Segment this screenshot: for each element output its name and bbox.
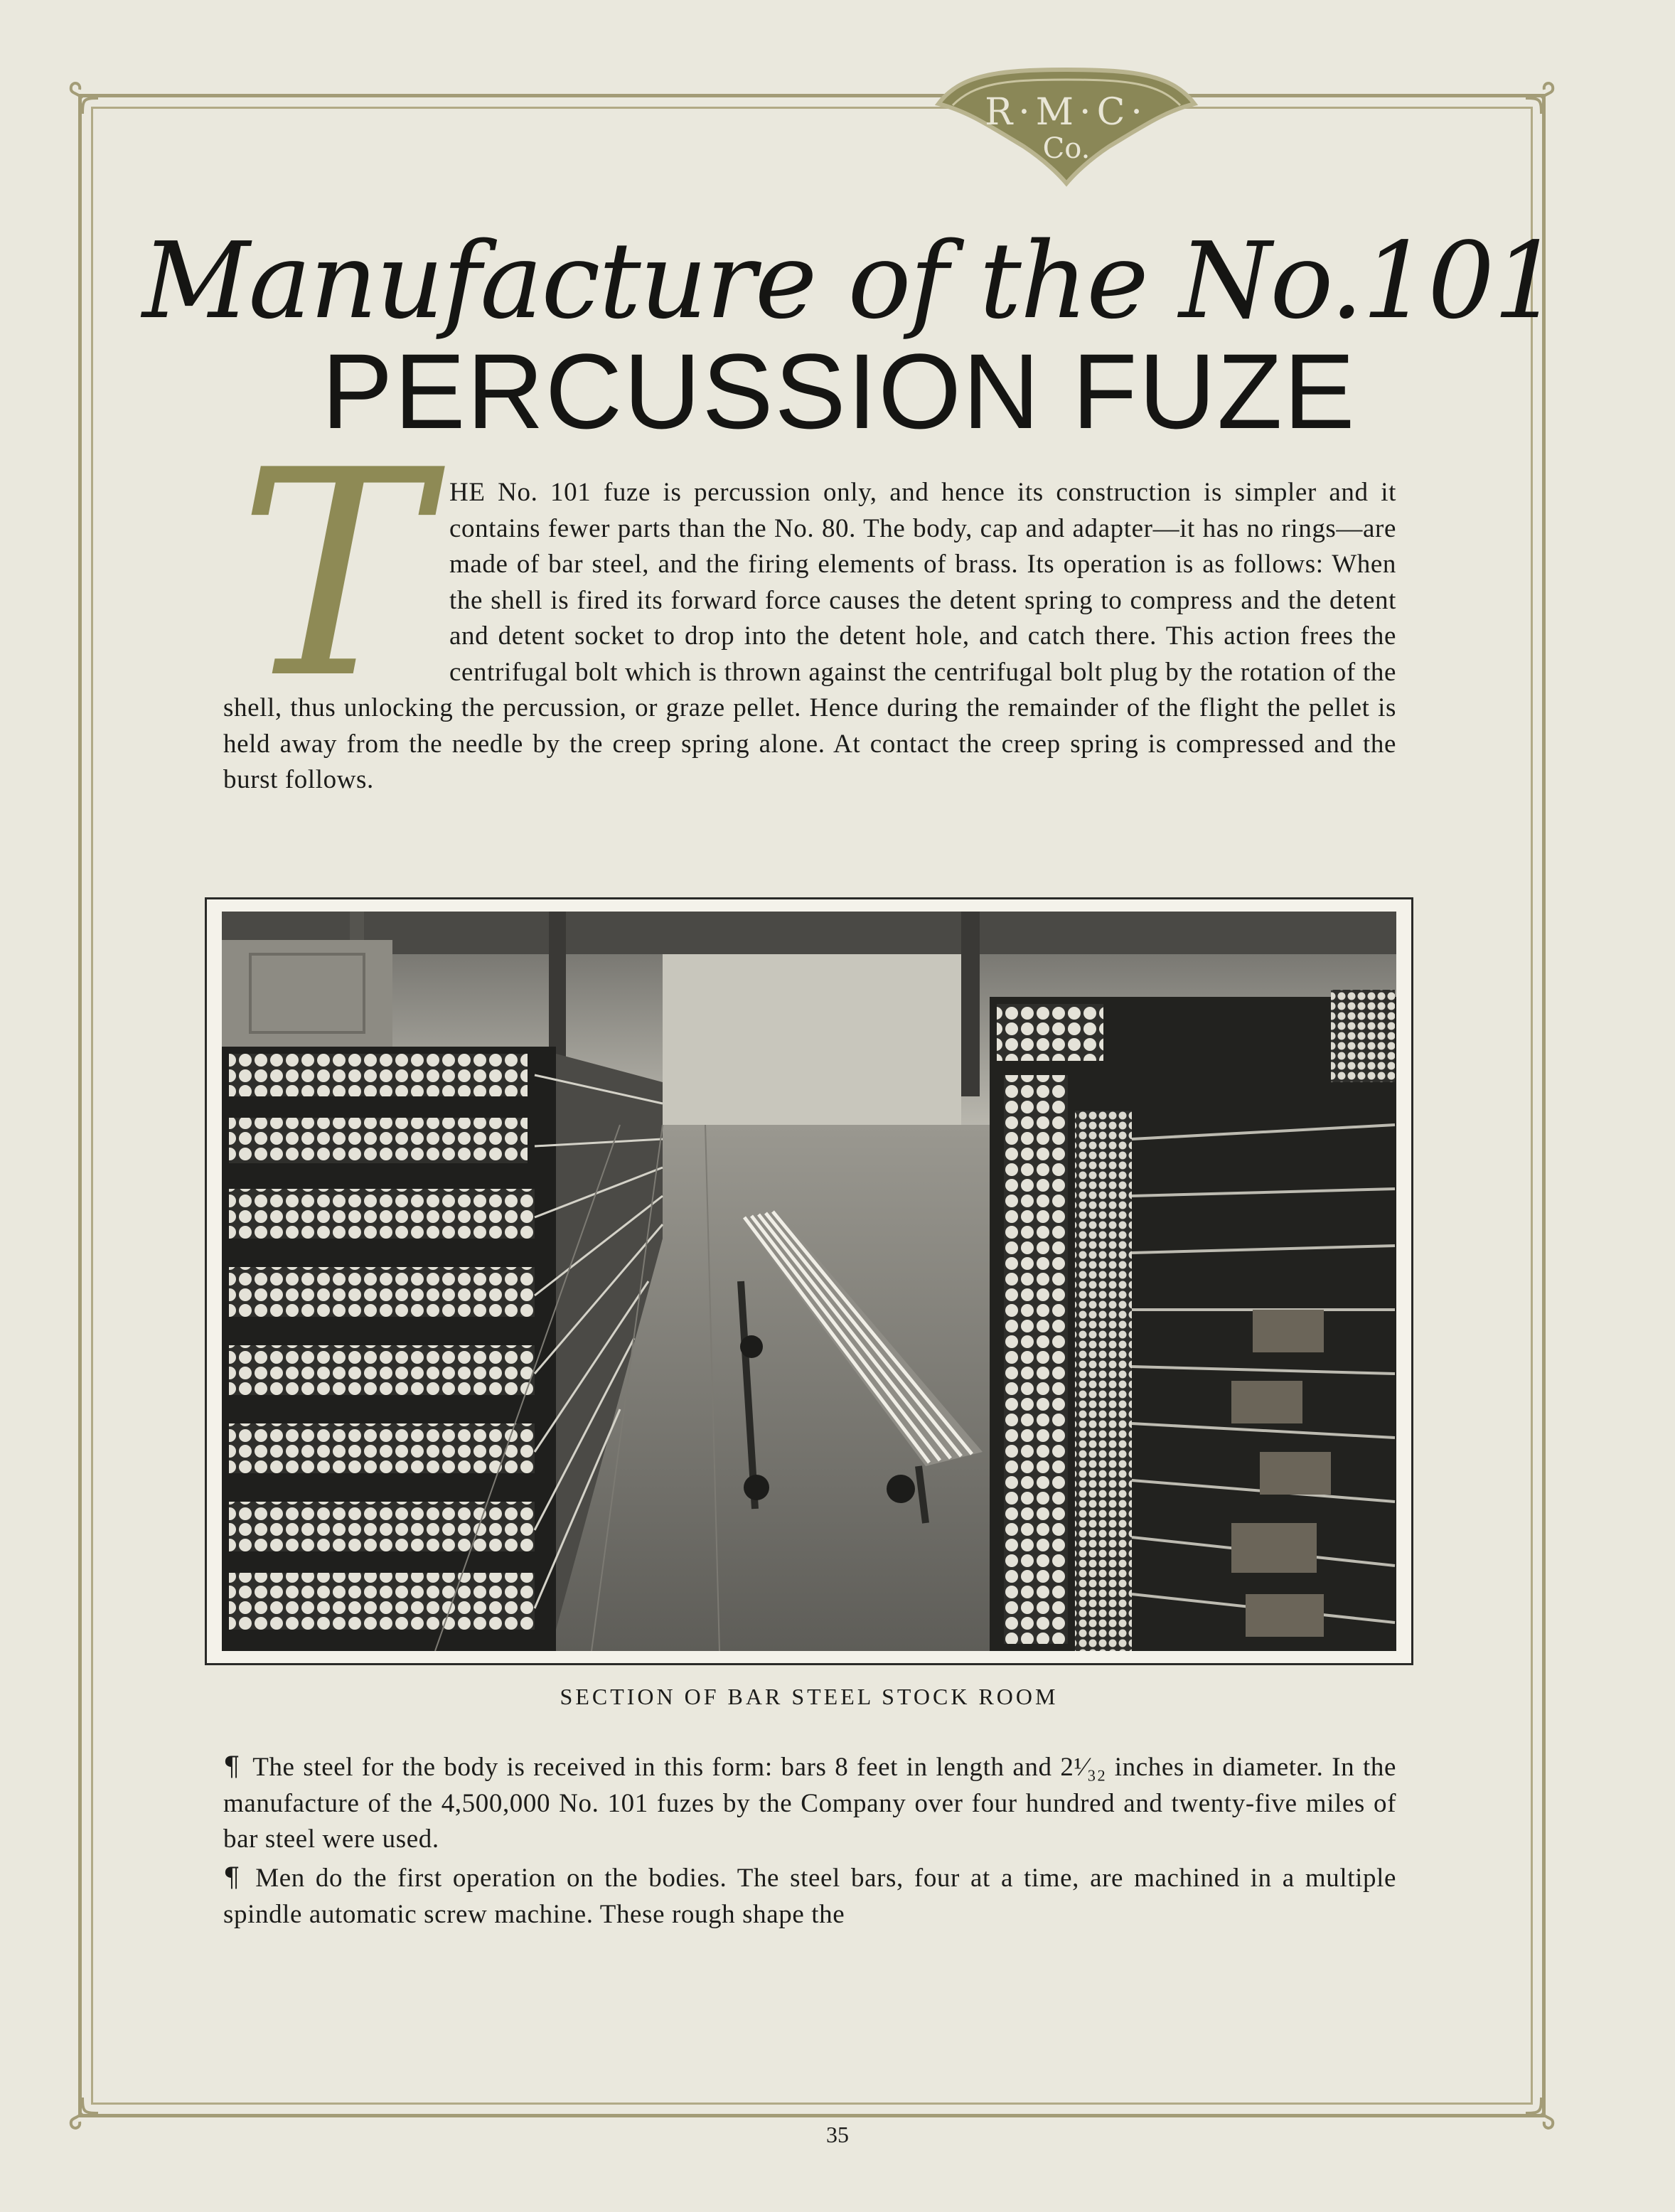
shield-monogram-sub: Co. [1042,132,1091,165]
pilcrow-mark: ¶ [223,1862,241,1893]
drop-cap: T [237,410,428,741]
pilcrow-mark: ¶ [223,1751,241,1782]
paragraph-steel-stock [223,1749,1396,1858]
drop-cap-spacer [223,475,449,688]
intro-paragraph [223,475,1396,798]
corner-ornament-bottom-right [1521,2093,1561,2133]
corner-ornament-bottom-left [63,2093,102,2133]
paragraph-first-operation-text: Men do the first operation on the bodies. The steel bars, four at a time, are machined in a multiple spindle automatic screw machine. These rough shape the [223,1864,1397,1929]
stock-room-photo [222,912,1396,1651]
paragraph-first-operation [223,1860,1396,1933]
page-title-caps: PERCUSSION FUZE [321,331,1356,451]
corner-ornament-top-left [63,78,102,118]
corner-ornament-top-right [1521,78,1561,118]
intro-paragraph-text: HE No. 101 fuze is percussion only, and hence its construction is simpler and it contains fewer parts than the No. 80. The body, cap and adapter—it has no rings—are made of bar steel, and the firing elements of brass. Its operation is as follows: When the shell is fired its forward force causes the detent spring to compress and the detent and detent socket to drop into the detent hole, and catch there. This action frees the centrifugal bolt which is thrown against the centrifugal bolt plug by the rotation of the shell, thus unlocking the percussion, or graze pellet. Hence during the remainder of the flight the pellet is held away from the needle by the creep spring alone. At contact the creep spring is compressed and the burst follows. [223,478,1396,794]
photo-caption: SECTION OF BAR STEEL STOCK ROOM [560,1684,1059,1709]
shield-monogram: R·M·C· [985,91,1148,134]
page-title-script: Manufacture of the No.101 [142,220,1559,342]
paragraph-steel-stock-text: The steel for the body is received in this form: bars 8 feet in length and 2¹⁄₃₂ inches in diameter. In the manufacture of the 4,500,000 No. 101 fuzes by the Company over four hundred and twenty-five miles of bar steel were used. [223,1753,1396,1854]
page-number: 35 [826,2122,849,2147]
stock-room-illustration [222,912,1396,1651]
